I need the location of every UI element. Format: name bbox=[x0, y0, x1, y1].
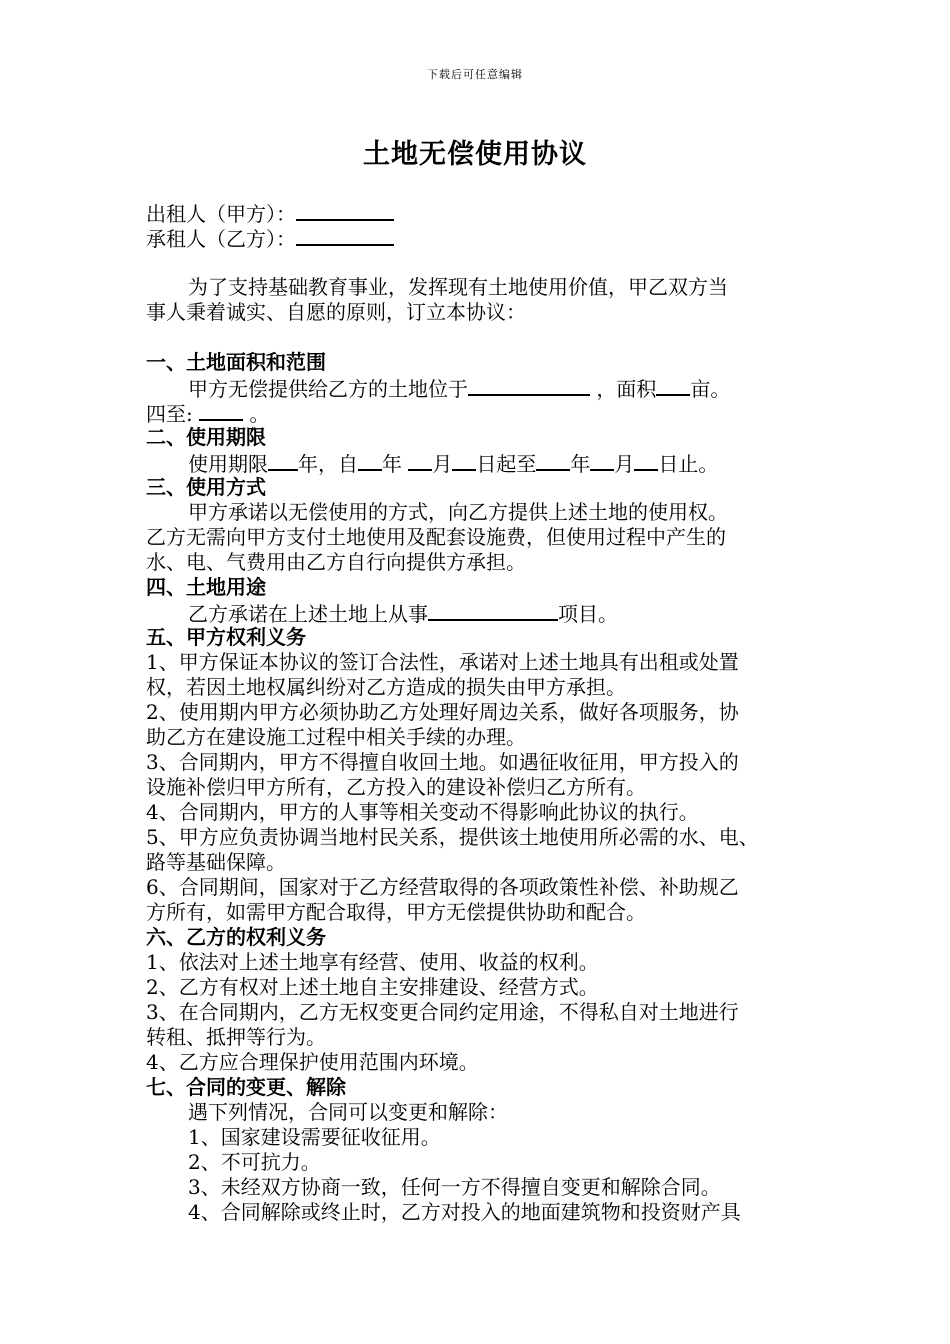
lessor-label: 出租人（甲方）： bbox=[146, 202, 296, 226]
years-blank bbox=[268, 450, 298, 471]
clause-line: 2、使用期内甲方必须协助乙方处理好周边关系，做好各项服务，协 bbox=[146, 700, 739, 724]
clause-line: 3、未经双方协商一致，任何一方不得擅自变更和解除合同。 bbox=[188, 1175, 721, 1199]
paragraph-line: 水、电、气费用由乙方自行向提供方承担。 bbox=[146, 550, 526, 574]
land-location-line bbox=[146, 375, 836, 400]
paragraph-line: 乙方无需向甲方支付土地使用及配套设施费，但使用过程中产生的 bbox=[146, 525, 726, 549]
clause-line: 遇下列情况，合同可以变更和解除： bbox=[188, 1100, 508, 1124]
boundary-line bbox=[146, 400, 836, 425]
clause-line: 方所有，如需甲方配合取得，甲方无偿提供协助和配合。 bbox=[146, 900, 646, 924]
clause-line: 4、乙方应合理保护使用范围内环境。 bbox=[146, 1050, 479, 1074]
document-body bbox=[146, 200, 836, 1225]
lessee-line bbox=[146, 225, 836, 250]
preamble-line: 为了支持基础教育事业，发挥现有土地使用价值，甲乙双方当 bbox=[188, 275, 728, 299]
document-title: 土地无偿使用协议 bbox=[363, 139, 587, 170]
clause-line: 3、合同期内，甲方不得擅自收回土地。如遇征收征用，甲方投入的 bbox=[146, 750, 739, 774]
clause-line: 4、合同期内，甲方的人事等相关变动不得影响此协议的执行。 bbox=[146, 800, 699, 824]
clause-line: 1、甲方保证本协议的签订合法性，承诺对上述土地具有出租或处置 bbox=[146, 650, 739, 674]
clause-line: 助乙方在建设施工过程中相关手续的办理。 bbox=[146, 725, 526, 749]
term-text: 日止。 bbox=[658, 452, 719, 476]
clause-line: 2、乙方有权对上述土地自主安排建设、经营方式。 bbox=[146, 975, 599, 999]
end-day-blank bbox=[634, 450, 658, 471]
section-heading-3: 三、使用方式 bbox=[146, 475, 266, 499]
term-text: 年 bbox=[382, 452, 402, 476]
term-text: 月 bbox=[614, 452, 635, 476]
boundary-label: 四至: bbox=[146, 402, 193, 426]
clause-line: 3、在合同期内，乙方无权变更合同约定用途，不得私自对土地进行 bbox=[146, 1000, 739, 1024]
land-use-label: 乙方承诺在上述土地上从事 bbox=[188, 602, 428, 626]
project-blank bbox=[428, 600, 558, 621]
section-heading-1: 一、土地面积和范围 bbox=[146, 350, 326, 374]
section-heading-2: 二、使用期限 bbox=[146, 425, 266, 449]
term-text: 年 bbox=[570, 452, 591, 476]
start-year-blank bbox=[358, 450, 382, 471]
end-month-blank bbox=[590, 450, 614, 471]
lessee-label: 承租人（乙方）： bbox=[146, 227, 296, 251]
land-location-blank bbox=[468, 375, 590, 396]
clause-line: 1、国家建设需要征收征用。 bbox=[188, 1125, 441, 1149]
start-month-blank bbox=[408, 450, 432, 471]
boundary-blank bbox=[199, 400, 243, 421]
land-location-label: 甲方无偿提供给乙方的土地位于 bbox=[188, 377, 468, 401]
area-unit: 亩。 bbox=[690, 377, 731, 401]
clause-line: 设施补偿归甲方所有，乙方投入的建设补偿归乙方所有。 bbox=[146, 775, 646, 799]
preamble-line: 事人秉着诚实、自愿的原则，订立本协议： bbox=[146, 300, 526, 324]
section-heading-4: 四、土地用途 bbox=[146, 575, 266, 599]
section-heading-6: 六、乙方的权利义务 bbox=[146, 925, 326, 949]
start-day-blank bbox=[452, 450, 476, 471]
lessee-blank bbox=[296, 225, 394, 246]
lessor-blank bbox=[296, 200, 394, 221]
term-text: 月 bbox=[432, 452, 453, 476]
clause-line: 5、甲方应负责协调当地村民关系，提供该土地使用所必需的水、电、 bbox=[146, 825, 759, 849]
term-text: 日起至 bbox=[476, 452, 537, 476]
section-heading-7: 七、合同的变更、解除 bbox=[146, 1075, 346, 1099]
lessor-line bbox=[146, 200, 836, 225]
clause-line: 1、依法对上述土地享有经营、使用、收益的权利。 bbox=[146, 950, 599, 974]
area-label: ，面积 bbox=[596, 377, 657, 401]
term-line bbox=[146, 450, 836, 475]
clause-line: 2、不可抗力。 bbox=[188, 1150, 321, 1174]
clause-line: 转租、抵押等行为。 bbox=[146, 1025, 326, 1049]
clause-line: 6、合同期间，国家对于乙方经营取得的各项政策性补偿、补助规乙 bbox=[146, 875, 739, 899]
section-heading-5: 五、甲方权利义务 bbox=[146, 625, 306, 649]
clause-line: 权，若因土地权属纠纷对乙方造成的损失由甲方承担。 bbox=[146, 675, 626, 699]
end-year-blank bbox=[536, 450, 570, 471]
clause-line: 4、合同解除或终止时，乙方对投入的地面建筑物和投资财产具 bbox=[188, 1200, 741, 1224]
clause-line: 路等基础保障。 bbox=[146, 850, 286, 874]
paragraph-line: 甲方承诺以无偿使用的方式，向乙方提供上述土地的使用权。 bbox=[188, 500, 728, 524]
land-use-line bbox=[146, 600, 836, 625]
project-suffix: 项目。 bbox=[558, 602, 618, 626]
term-text: 年，自 bbox=[298, 452, 358, 476]
page-header-note: 下载后可任意编辑 bbox=[427, 68, 523, 81]
term-text: 使用期限 bbox=[188, 452, 268, 476]
area-blank bbox=[656, 375, 690, 396]
boundary-end: 。 bbox=[249, 402, 270, 426]
